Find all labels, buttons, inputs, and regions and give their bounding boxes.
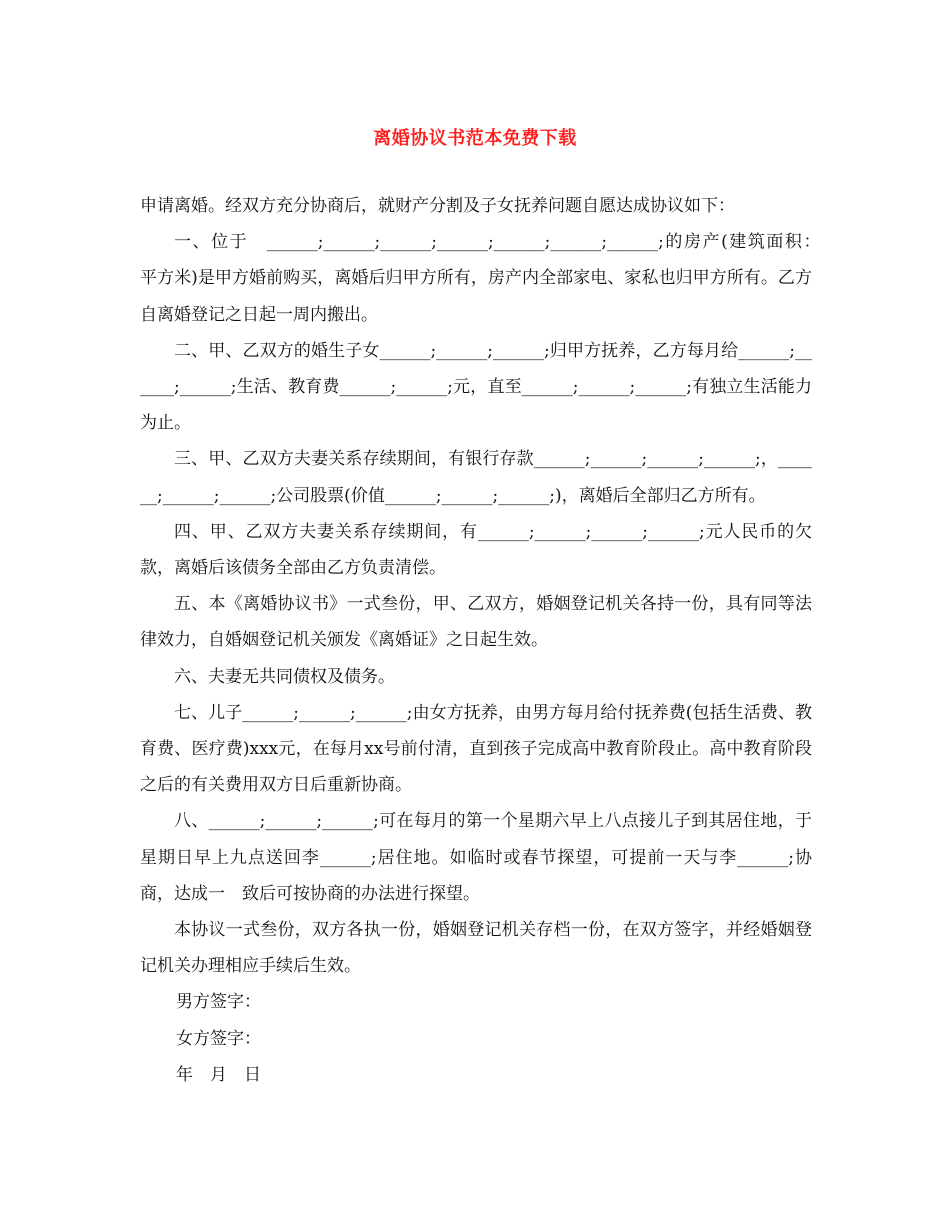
date-line: 年 月 日 (176, 1064, 261, 1085)
intro-paragraph: 申请离婚。经双方充分协商后，就财产分割及子女抚养问题自愿达成协议如下： (140, 196, 735, 216)
clause-3-savings: 三、甲、乙双方夫妻关系存续期间，有银行存款______;______;______;______;，______;______;______;公司股票(价值______;______;______;)，离婚后全部归乙方所有。 (140, 449, 812, 506)
clause-7-child-support: 七、儿子______;______;______;由女方抚养，由男方每月给付抚养费(包括生活费、教育费、医疗费)xxx元，在每月xx号前付清，直到孩子完成高中教育阶段止。高中教育阶段之后的有关费用双方日后重新协商。 (140, 702, 812, 796)
document-title: 离婚协议书范本免费下载 (373, 128, 577, 149)
male-signature-line: 男方签字： (176, 992, 261, 1013)
female-signature-line: 女方签字： (176, 1028, 261, 1049)
clause-1-property: 一、位于 ______;______;______;______;______;______;______;的房产(建筑面积： 平方米)是甲方婚前购买，离婚后归甲方所有，房产内全部家电、家私也归甲方所有。乙方自离婚登记之日起一周内搬出。 (140, 232, 829, 325)
clause-5-copies: 五、本《离婚协议书》一式叁份，甲、乙双方，婚姻登记机关各持一份，具有同等法律效力，自婚姻登记机关颁发《离婚证》之日起生效。 (140, 594, 812, 651)
closing-paragraph: 本协议一式叁份，双方各执一份，婚姻登记机关存档一份，在双方签字，并经婚姻登记机关办理相应手续后生效。 (140, 920, 812, 977)
clause-2-custody: 二、甲、乙双方的婚生子女______;______;______;归甲方抚养，乙方每月给______;______;______;生活、教育费______;______;元，直至______;______;______;有独立生活能力为止。 (140, 340, 812, 434)
clause-4-debts: 四、甲、乙双方夫妻关系存续期间，有______;______;______;______;元人民币的欠款，离婚后该债务全部由乙方负责清偿。 (140, 521, 812, 579)
document-body (140, 188, 829, 1093)
clause-6-no-shared-debts: 六、夫妻无共同债权及债务。 (174, 666, 395, 687)
clause-8-visitation: 八、______;______;______;可在每月的第一个星期六早上八点接儿子到其居住地，于星期日早上九点送回李______;居住地。如临时或春节探望，可提前一天与李______;协商，达成一 致后可按协商的办法进行探望。 (140, 811, 812, 904)
